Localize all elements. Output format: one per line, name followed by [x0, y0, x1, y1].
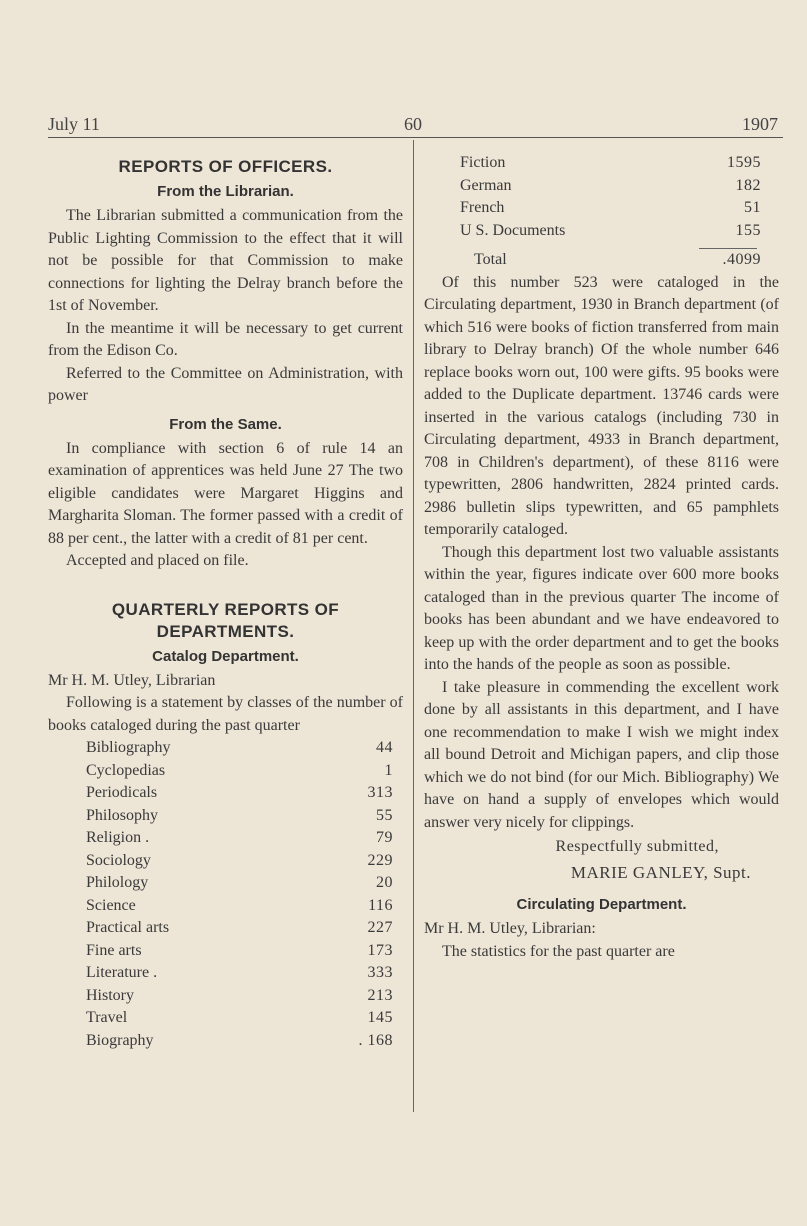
column-divider — [413, 140, 414, 1112]
paragraph: The statistics for the past quarter are — [442, 942, 675, 960]
paragraph: I take pleasure in commending the excellent work done by all assistants in this department, and I have one recommendation to make I wish we might index all bound Detroit and Michigan papers, and clip those which we do not bind (for our Mich. Bibliography) We have on hand a supply of envelopes which would answer very nicely for clippings. — [424, 678, 779, 831]
closing: Respectfully submitted, — [555, 838, 719, 855]
paragraph: Mr H. M. Utley, Librarian — [48, 671, 216, 689]
paragraph: Though this department lost two valuable assistants within the year, figures indicate over 600 more books cataloged than in the previous quarter The income of books has been abundant and we have endeavored to keep up with the order department and to get the books into the hands of the people as soon as possible. — [424, 543, 779, 673]
class-table-left — [48, 737, 403, 1052]
running-header-year: 1907 — [742, 114, 778, 134]
table-row: French 51 — [460, 199, 761, 216]
table-row: Practical arts 227 — [86, 919, 393, 936]
class-table-right — [424, 152, 779, 242]
running-header-date: July 11 — [48, 114, 100, 134]
table-row: History 213 — [86, 986, 393, 1004]
table-row: Fiction 1595 — [460, 154, 761, 171]
subheading-from-librarian: From the Librarian. — [157, 183, 294, 200]
section-heading-quarterly: QUARTERLY REPORTS OF — [111, 599, 340, 619]
subheading-from-same: From the Same. — [169, 415, 282, 433]
total-label: Total — [474, 251, 507, 268]
section-heading-reports: REPORTS OF OFFICERS. — [118, 157, 333, 176]
table-row: Bibliography 44 — [86, 739, 393, 756]
paragraph: Following is a statement by classes of the number of books cataloged during the past quarter — [48, 694, 403, 734]
right-column — [424, 152, 779, 963]
table-row: Philology 20 — [86, 874, 393, 891]
paragraph: Of this number 523 were cataloged in the Circulating department, 1930 in Branch department (of which 516 were books of fiction transferred from main library to Delray branch) Of the whole number 646 replace books worn out, 100 were gifts. 95 books were added to the Duplicate department. 13746 cards were inserted in the various catalogs (including 730 in Circulating department, 4933 in Branch department, 708 in Children's department), of these 8116 were typewritten, 2806 handwritten, 2824 printed cards. 2986 bulletin slips typewritten, and 65 pamphlets temporarily cataloged. — [424, 273, 779, 538]
paragraph: Accepted and placed on file. — [66, 552, 249, 569]
section-heading-quarterly-line2: DEPARTMENTS. — [156, 621, 295, 641]
table-row: Sociology 229 — [86, 851, 393, 869]
table-row: U S. Documents 155 — [460, 221, 761, 239]
table-row: Biography . 168 — [86, 1031, 393, 1049]
header-rule — [48, 137, 783, 138]
paragraph: The Librarian submitted a communication from the Public Lighting Commission to the effect that it will not be possible for that Commission to make connections for lighting the Delray branch before the 1st of November. — [48, 207, 403, 314]
table-row: Fine arts 173 — [86, 941, 393, 959]
table-row: Literature . 333 — [86, 964, 393, 981]
page-number: 60 — [404, 114, 422, 134]
total-value: .4099 — [722, 251, 761, 268]
table-row: Religion . 79 — [86, 829, 393, 846]
signature: MARIE GANLEY, Supt. — [570, 863, 751, 882]
table-row: Travel 145 — [86, 1009, 393, 1026]
total-row — [424, 249, 779, 272]
subheading-circulating-department: Circulating Department. — [516, 896, 687, 913]
paragraph: Referred to the Committee on Administration, with power — [48, 364, 403, 404]
table-row: German 182 — [460, 176, 761, 194]
left-column — [48, 152, 403, 1052]
table-row: Cyclopedias 1 — [86, 761, 393, 779]
table-row: Philosophy 55 — [86, 806, 393, 824]
table-row: Periodicals 313 — [86, 784, 393, 801]
subheading-catalog-department: Catalog Department. — [152, 647, 299, 665]
paragraph: Mr H. M. Utley, Librarian: — [424, 920, 596, 937]
table-row: Science 116 — [86, 896, 393, 914]
paragraph: In the meantime it will be necessary to get current from the Edison Co. — [48, 319, 403, 359]
paragraph: In compliance with section 6 of rule 14 an examination of apprentices was held June 27 The two eligible candidates were Margaret Higgins and Margharita Sloman. The former passed with a credit of 88 per cent., the latter with a credit of 81 per cent. — [48, 439, 403, 547]
